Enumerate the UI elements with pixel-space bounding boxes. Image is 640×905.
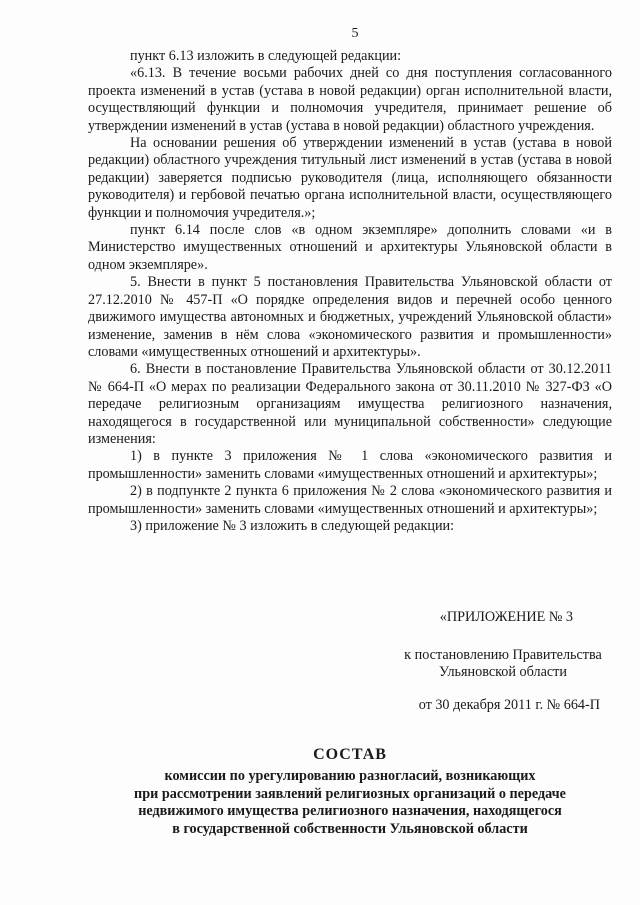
subheading-line: комиссии по урегулированию разногласий, возникающих bbox=[164, 768, 536, 784]
paragraph: 2) в подпункте 2 пункта 6 приложения № 2 слова «экономического развития и промышленности» заменить словами «имущественных отношений и архитектуры»; bbox=[88, 483, 612, 517]
paragraph: пункт 6.13 изложить в следующей редакции: bbox=[130, 48, 402, 64]
paragraph: 5. Внести в пункт 5 постановления Правительства Ульяновской области от 27.12.2010 № 457-П «О порядке определения видов и перечней особо ценного движимого имущества автономных и бюджетных, учреждений Ульяновской области» изменение, заменив в нём слова «экономического развития и промышленности» словами «имущественных отношений и архитектуры». bbox=[88, 274, 612, 360]
paragraph: пункт 6.14 после слов «в одном экземпляре» дополнить словами «и в Министерство имущественных отношений и архитектуры Ульяновской области в одном экземпляре». bbox=[88, 222, 612, 273]
page-number: 5 bbox=[351, 26, 359, 41]
appendix-title: «ПРИЛОЖЕНИЕ № 3 bbox=[439, 609, 573, 625]
subheading-line: при рассмотрении заявлений религиозных организаций о передаче bbox=[134, 785, 566, 802]
appendix-reference-line: к постановлению Правительства bbox=[404, 647, 602, 663]
subheading-line: недвижимого имущества религиозного назначения, находящегося bbox=[138, 803, 562, 820]
paragraph: 6. Внести в постановление Правительства Ульяновской области от 30.12.2011 № 664-П «О мерах по реализации Федерального закона от 30.11.2010 № 327-ФЗ «О передаче религиозным организациям имущества религиозного назначения, находящегося в государственной или муниципальной собственности» следующие изменения: bbox=[88, 361, 612, 447]
section-heading: СОСТАВ bbox=[313, 746, 387, 763]
appendix-reference bbox=[396, 647, 610, 682]
paragraph: На основании решения об утверждении изменений в устав (устава в новой редакции) областного учреждения титульный лист изменений в устав (устава в новой редакции) заверяется подписью руководителя (лица, исполняющего обязанности руководителя) и гербовой печатью органа исполнительной власти, осуществляющего функции и полномочия учредителя.»; bbox=[88, 135, 612, 221]
paragraph: «6.13. В течение восьми рабочих дней со дня поступления согласованного проекта изменений в устав (устава в новой редакции) орган исполнительной власти, осуществляющий функции и полномочия учредителя, принимает решение об утверждении изменений в устав (устава в новой редакции) областного учреждения. bbox=[88, 65, 612, 134]
paragraph: 1) в пункте 3 приложения № 1 слова «экономического развития и промышленности» заменить словами «имущественных отношений и архитектуры»; bbox=[88, 448, 612, 482]
paragraph: 3) приложение № 3 изложить в следующей редакции: bbox=[130, 517, 455, 534]
body-text bbox=[88, 48, 612, 535]
appendix-date: от 30 декабря 2011 г. № 664-П bbox=[418, 697, 600, 713]
appendix-reference-line: Ульяновской области bbox=[439, 664, 567, 681]
section-subheading bbox=[88, 768, 612, 838]
subheading-line: в государственной собственности Ульяновской области bbox=[172, 820, 528, 837]
